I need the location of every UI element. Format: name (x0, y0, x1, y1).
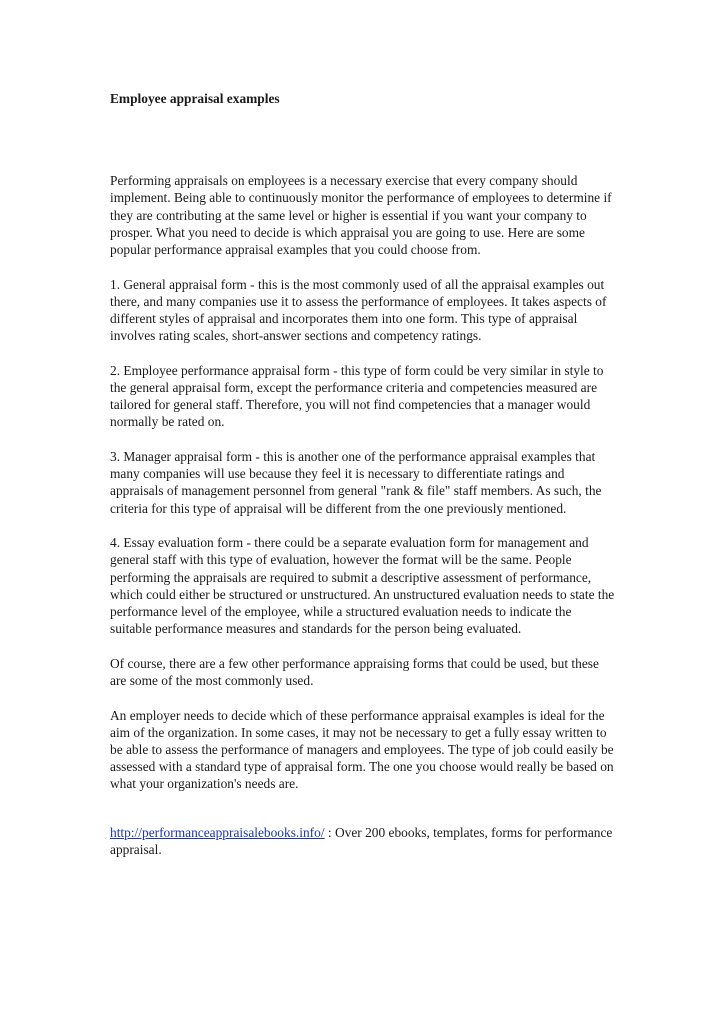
page-title: Employee appraisal examples (110, 91, 280, 106)
other-forms-paragraph: Of course, there are a few other performance appraising forms that could be used, but these are some of the most commonly used. (110, 655, 599, 689)
conclusion-paragraph: An employer needs to decide which of these performance appraisal examples is ideal for the aim of the organization. In some cases, it may not be necessary to get a fully essay written to be able to assess the performance of managers and employees. The type of job could easily be assessed with a standard type of appraisal form. The one you choose would really be based on what your organization's needs are. (110, 707, 614, 792)
manager-appraisal-paragraph: 3. Manager appraisal form - this is another one of the performance appraisal examples that many companies will use because they feel it is necessary to differentiate ratings and appraisals of management personnel from general "rank & file" staff members. As such, the criteria for this type of appraisal will be different from the one previously mentioned. (110, 449, 602, 516)
ebooks-link[interactable]: http://performanceappraisalebooks.info/ (110, 824, 325, 840)
employee-appraisal-paragraph: 2. Employee performance appraisal form - this type of form could be very similar in style to the general appraisal form, except the performance criteria and competencies measured are tailored for general staff. Therefore, you will not find competencies that a manager would normally be rated on. (110, 362, 604, 430)
essay-evaluation-paragraph: 4. Essay evaluation form - there could be a separate evaluation form for management and general staff with this type of evaluation, however the format will be the same. People performing the appraisals are required to submit a descriptive assessment of performance, which could either be structured or unstructured. An unstructured evaluation needs to state the performance level of the employee, while a structured evaluation needs to indicate the suitable performance measures and standards for the person being evaluated. (110, 535, 615, 637)
footer-text: : Over 200 ebooks, templates, forms for performance appraisal. (110, 824, 613, 857)
general-appraisal-paragraph: 1. General appraisal form - this is the most commonly used of all the appraisal examples out there, and many companies use it to assess the performance of employees. It takes aspects of different styles of appraisal and incorporates them into one form. This type of appraisal involves rating scales, short-answer sections and competency ratings. (110, 276, 607, 344)
intro-paragraph: Performing appraisals on employees is a necessary exercise that every company should implement. Being able to continuously monitor the performance of employees to determine if they are contributing at the same level or higher is essential if you want your company to prosper. What you need to decide is which appraisal you are going to use. Here are some popular performance appraisal examples that you could choose from. (110, 173, 612, 258)
document-body (110, 90, 615, 875)
footer-paragraph (110, 824, 615, 858)
